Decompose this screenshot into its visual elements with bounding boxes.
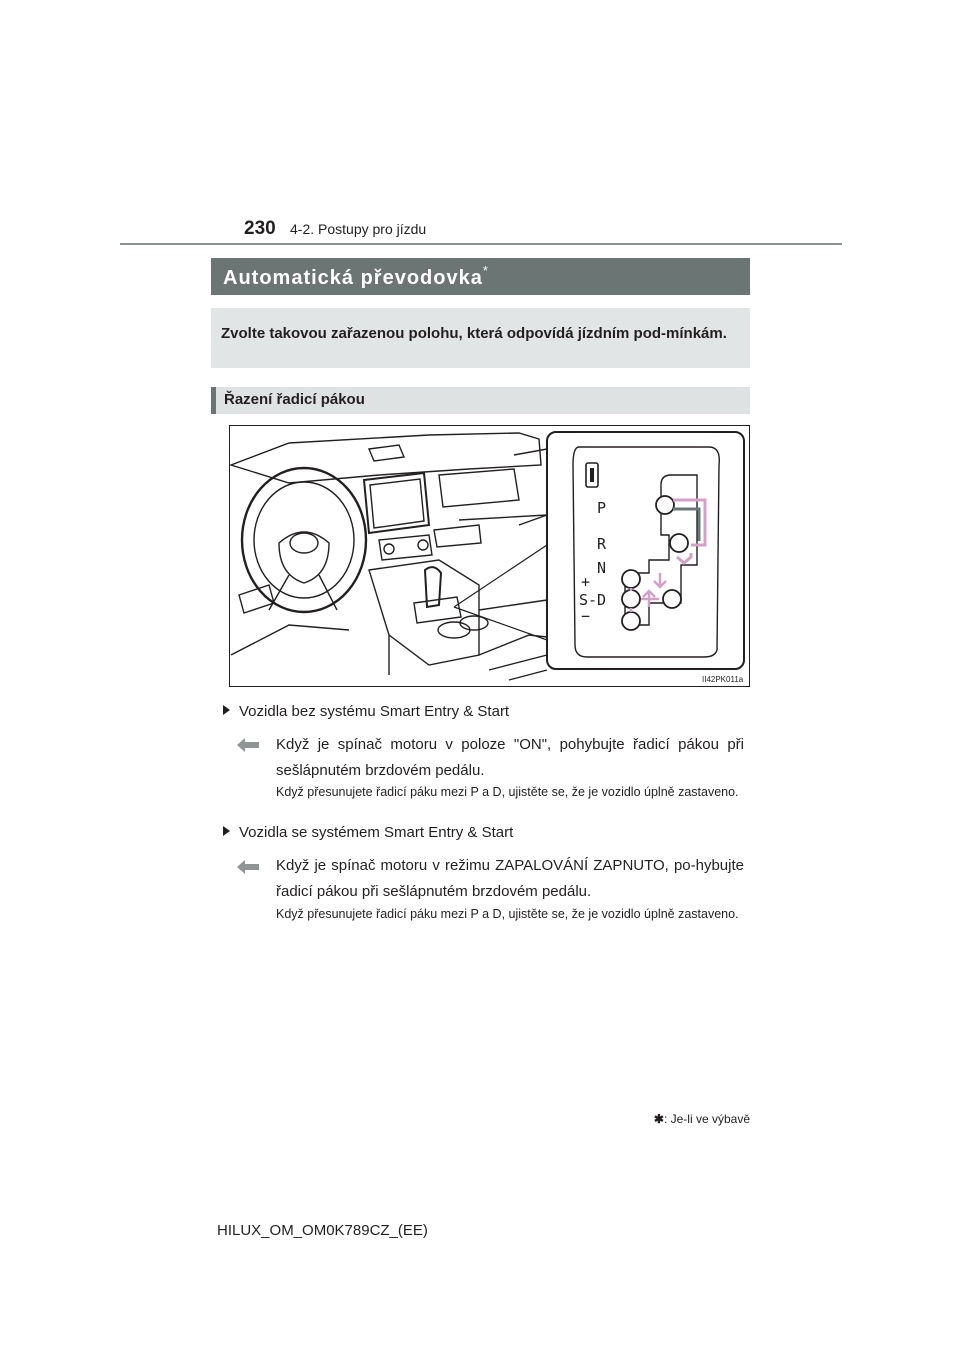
optional-marker: * bbox=[482, 263, 489, 278]
position-label-minus: − bbox=[581, 607, 591, 625]
shift-lever-illustration bbox=[229, 425, 750, 687]
item-note-2: Když přesunujete řadicí páku mezi P a D, ujistěte se, že je vozidlo úplně zastaveno. bbox=[276, 907, 739, 921]
illustration-code: II42PK011a bbox=[702, 675, 744, 684]
intro-text: Zvolte takovou zařazenou polohu, která odpovídá jízdním pod-mínkám. bbox=[211, 308, 750, 368]
page-number: 230 bbox=[244, 218, 276, 239]
position-label-sd: S-D bbox=[579, 591, 607, 609]
item-instruction-2: Když je spínač motoru v režimu ZAPALOVÁNÍ ZAPNUTO, po-hybujte řadicí pákou při sešlápnutém brzdovém pedálu. bbox=[276, 857, 744, 900]
triangle-bullet-icon bbox=[223, 705, 230, 715]
page-title-text: Automatická převodovka bbox=[223, 267, 483, 289]
section-title: 4-2. Postupy pro jízdu bbox=[290, 221, 427, 237]
left-arrow-icon bbox=[237, 860, 259, 874]
position-label-plus: + bbox=[581, 573, 591, 591]
item-heading-2 bbox=[223, 824, 513, 841]
document-code: HILUX_OM_OM0K789CZ_(EE) bbox=[217, 1222, 428, 1239]
asterisk-icon: ✱ bbox=[653, 1112, 664, 1126]
position-label-n: N bbox=[597, 559, 607, 577]
item-instruction-1: Když je spínač motoru v poloze "ON", pohybujte řadicí pákou při sešlápnutém brzdovém pedálu. bbox=[276, 736, 744, 779]
triangle-bullet-icon bbox=[223, 826, 230, 836]
position-label-r: R bbox=[597, 535, 607, 553]
item-heading-2-text: Vozidla se systémem Smart Entry & Start bbox=[239, 824, 514, 841]
item-heading-1 bbox=[223, 703, 509, 720]
header-divider bbox=[120, 243, 842, 245]
position-label-p: P bbox=[597, 499, 607, 517]
left-arrow-icon bbox=[237, 738, 259, 752]
item-heading-1-text: Vozidla bez systému Smart Entry & Start bbox=[239, 703, 510, 720]
item-note-1: Když přesunujete řadicí páku mezi P a D, ujistěte se, že je vozidlo úplně zastaveno. bbox=[276, 785, 739, 799]
footnote bbox=[600, 1112, 750, 1126]
subsection-heading: Řazení řadicí pákou bbox=[211, 387, 750, 414]
page-title bbox=[211, 258, 750, 295]
footnote-text: : Je-li ve výbavě bbox=[663, 1112, 750, 1126]
